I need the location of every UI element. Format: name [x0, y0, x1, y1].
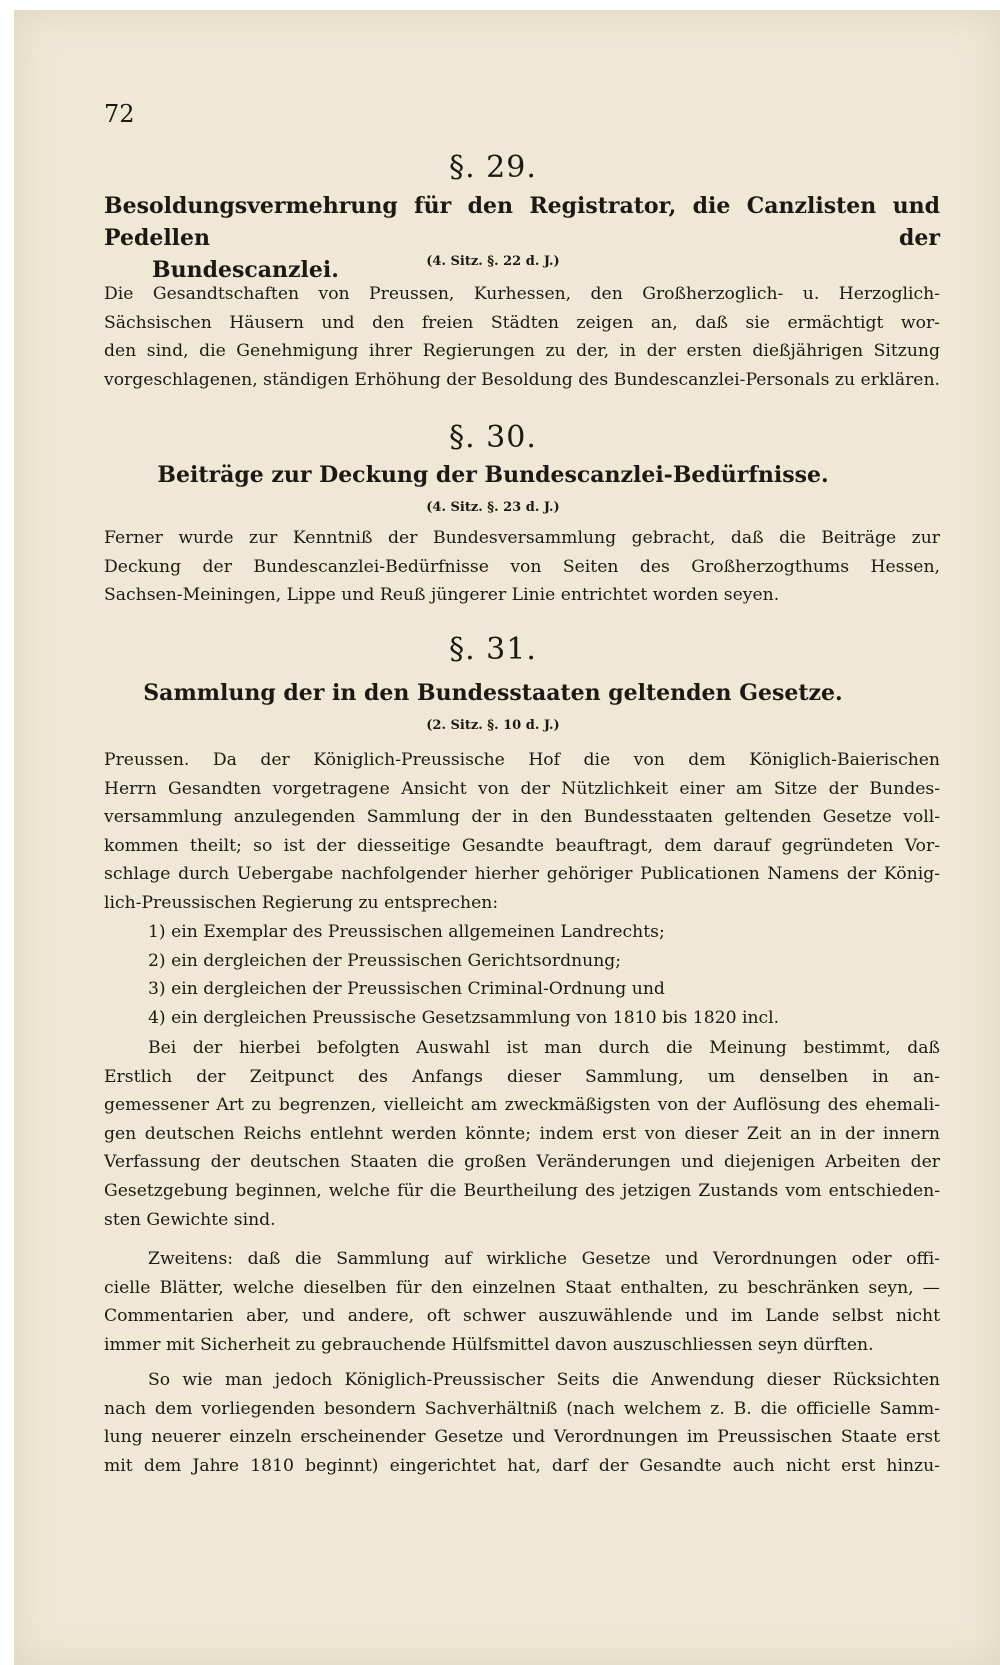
text-line: kommen theilt; so ist der diesseitige Gesandte beauftragt, dem darauf gegründeten Vor-	[104, 835, 940, 856]
text-line: nach dem vorliegenden besondern Sachverhältniß (nach welchem z. B. die officielle Samm-	[104, 1398, 940, 1419]
section-31-para3	[104, 1245, 940, 1359]
section-29-reference: (4. Sitz. §. 22 d. J.)	[426, 254, 560, 269]
section-29-number: §. 29.	[449, 150, 537, 185]
text-line: versammlung anzulegenden Sammlung der in den Bundesstaaten geltenden Gesetze voll-	[104, 807, 940, 828]
section-31-para2	[104, 1034, 940, 1234]
list-item: 1) ein Exemplar des Preussischen allgemeinen Landrechts;	[148, 922, 665, 942]
section-29-heading-line2: Bundescanzlei.	[152, 257, 339, 283]
text-line: Ferner wurde zur Kenntniß der Bundesversammlung gebracht, daß die Beiträge zur	[104, 528, 940, 548]
text-line: Preussen. Da der Königlich-Preussische Hof die von dem Königlich-Baierischen	[104, 750, 940, 770]
list-item: 3) ein dergleichen der Preussischen Criminal-Ordnung und	[148, 979, 665, 1000]
section-30-number: §. 30.	[449, 420, 537, 455]
section-31-reference: (2. Sitz. §. 10 d. J.)	[426, 718, 560, 733]
section-30-reference: (4. Sitz. §. 23 d. J.)	[426, 500, 560, 515]
text-line: vorgeschlagenen, ständigen Erhöhung der Besoldung des Bundescanzlei-Personals zu erklären.	[104, 369, 940, 390]
text-line: Sachsen-Meiningen, Lippe und Reuß jüngerer Linie entrichtet worden seyen.	[104, 585, 780, 606]
text-line: schlage durch Uebergabe nachfolgender hierher gehöriger Publicationen Namens der König-	[104, 864, 940, 885]
text-line: lung neuerer einzeln erscheinender Gesetze und Verordnungen im Preussischen Staate erst	[104, 1427, 940, 1448]
section-30-heading: Beiträge zur Deckung der Bundescanzlei-Bedürfnisse.	[157, 462, 829, 488]
text-line: gen deutschen Reichs entlehnt werden könnte; indem erst von dieser Zeit an in der innern	[104, 1123, 940, 1144]
section-31-para4	[104, 1366, 940, 1480]
section-31-heading: Sammlung der in den Bundesstaaten geltenden Gesetze.	[143, 680, 843, 706]
text-line: Deckung der Bundescanzlei-Bedürfnisse von Seiten des Großherzogthums Hessen,	[104, 556, 940, 577]
text-line: sten Gewichte sind.	[104, 1209, 276, 1230]
text-line: Herrn Gesandten vorgetragene Ansicht von der Nützlichkeit einer am Sitze der Bundes-	[104, 778, 940, 799]
text-line: Bei der hierbei befolgten Auswahl ist man durch die Meinung bestimmt, daß	[148, 1038, 940, 1058]
text-line: Verfassung der deutschen Staaten die großen Veränderungen und diejenigen Arbeiten der	[104, 1152, 940, 1173]
section-29-heading-line1: Besoldungsvermehrung für den Registrator, die Canzlisten und Pedellen der	[104, 193, 940, 251]
text-line: cielle Blätter, welche dieselben für den einzelnen Staat enthalten, zu beschränken seyn, —	[104, 1277, 940, 1298]
text-line: Zweitens: daß die Sammlung auf wirkliche Gesetze und Verordnungen oder offi-	[148, 1249, 940, 1269]
text-line: immer mit Sicherheit zu gebrauchende Hülfsmittel davon auszuschliessen seyn dürften.	[104, 1334, 874, 1355]
section-31-number: §. 31.	[449, 632, 537, 667]
text-line: den sind, die Genehmigung ihrer Regierungen zu der, in der ersten dießjährigen Sitzung	[104, 341, 940, 362]
text-line: gemessener Art zu begrenzen, vielleicht am zweckmäßigsten von der Auflösung des ehemali-	[104, 1095, 940, 1116]
text-line: Sächsischen Häusern und den freien Städten zeigen an, daß sie ermächtigt wor-	[104, 312, 940, 333]
text-line: Commentarien aber, und andere, oft schwer auszuwählende und im Lande selbst nicht	[104, 1306, 940, 1327]
page-number: 72	[104, 100, 135, 128]
text-line: Die Gesandtschaften von Preussen, Kurhessen, den Großherzoglich- u. Herzoglich-	[104, 284, 940, 304]
list-item: 4) ein dergleichen Preussische Gesetzsammlung von 1810 bis 1820 incl.	[148, 1007, 780, 1028]
section-31-para1	[104, 746, 940, 918]
list-item: 2) ein dergleichen der Preussischen Gerichtsordnung;	[148, 950, 622, 971]
section-29-body	[104, 280, 940, 394]
text-line: Gesetzgebung beginnen, welche für die Beurtheilung des jetzigen Zustands vom entschieden-	[104, 1180, 940, 1201]
text-line: So wie man jedoch Königlich-Preussischer Seits die Anwendung dieser Rücksichten	[148, 1370, 940, 1390]
publication-list	[148, 918, 940, 1032]
section-30-body	[104, 524, 940, 610]
text-line: lich-Preussischen Regierung zu entsprechen:	[104, 892, 499, 913]
section-29-heading	[104, 190, 940, 286]
text-line: Erstlich der Zeitpunct des Anfangs dieser Sammlung, um denselben in an-	[104, 1066, 940, 1087]
text-line: mit dem Jahre 1810 beginnt) eingerichtet hat, darf der Gesandte auch nicht erst hinzu-	[104, 1455, 940, 1476]
